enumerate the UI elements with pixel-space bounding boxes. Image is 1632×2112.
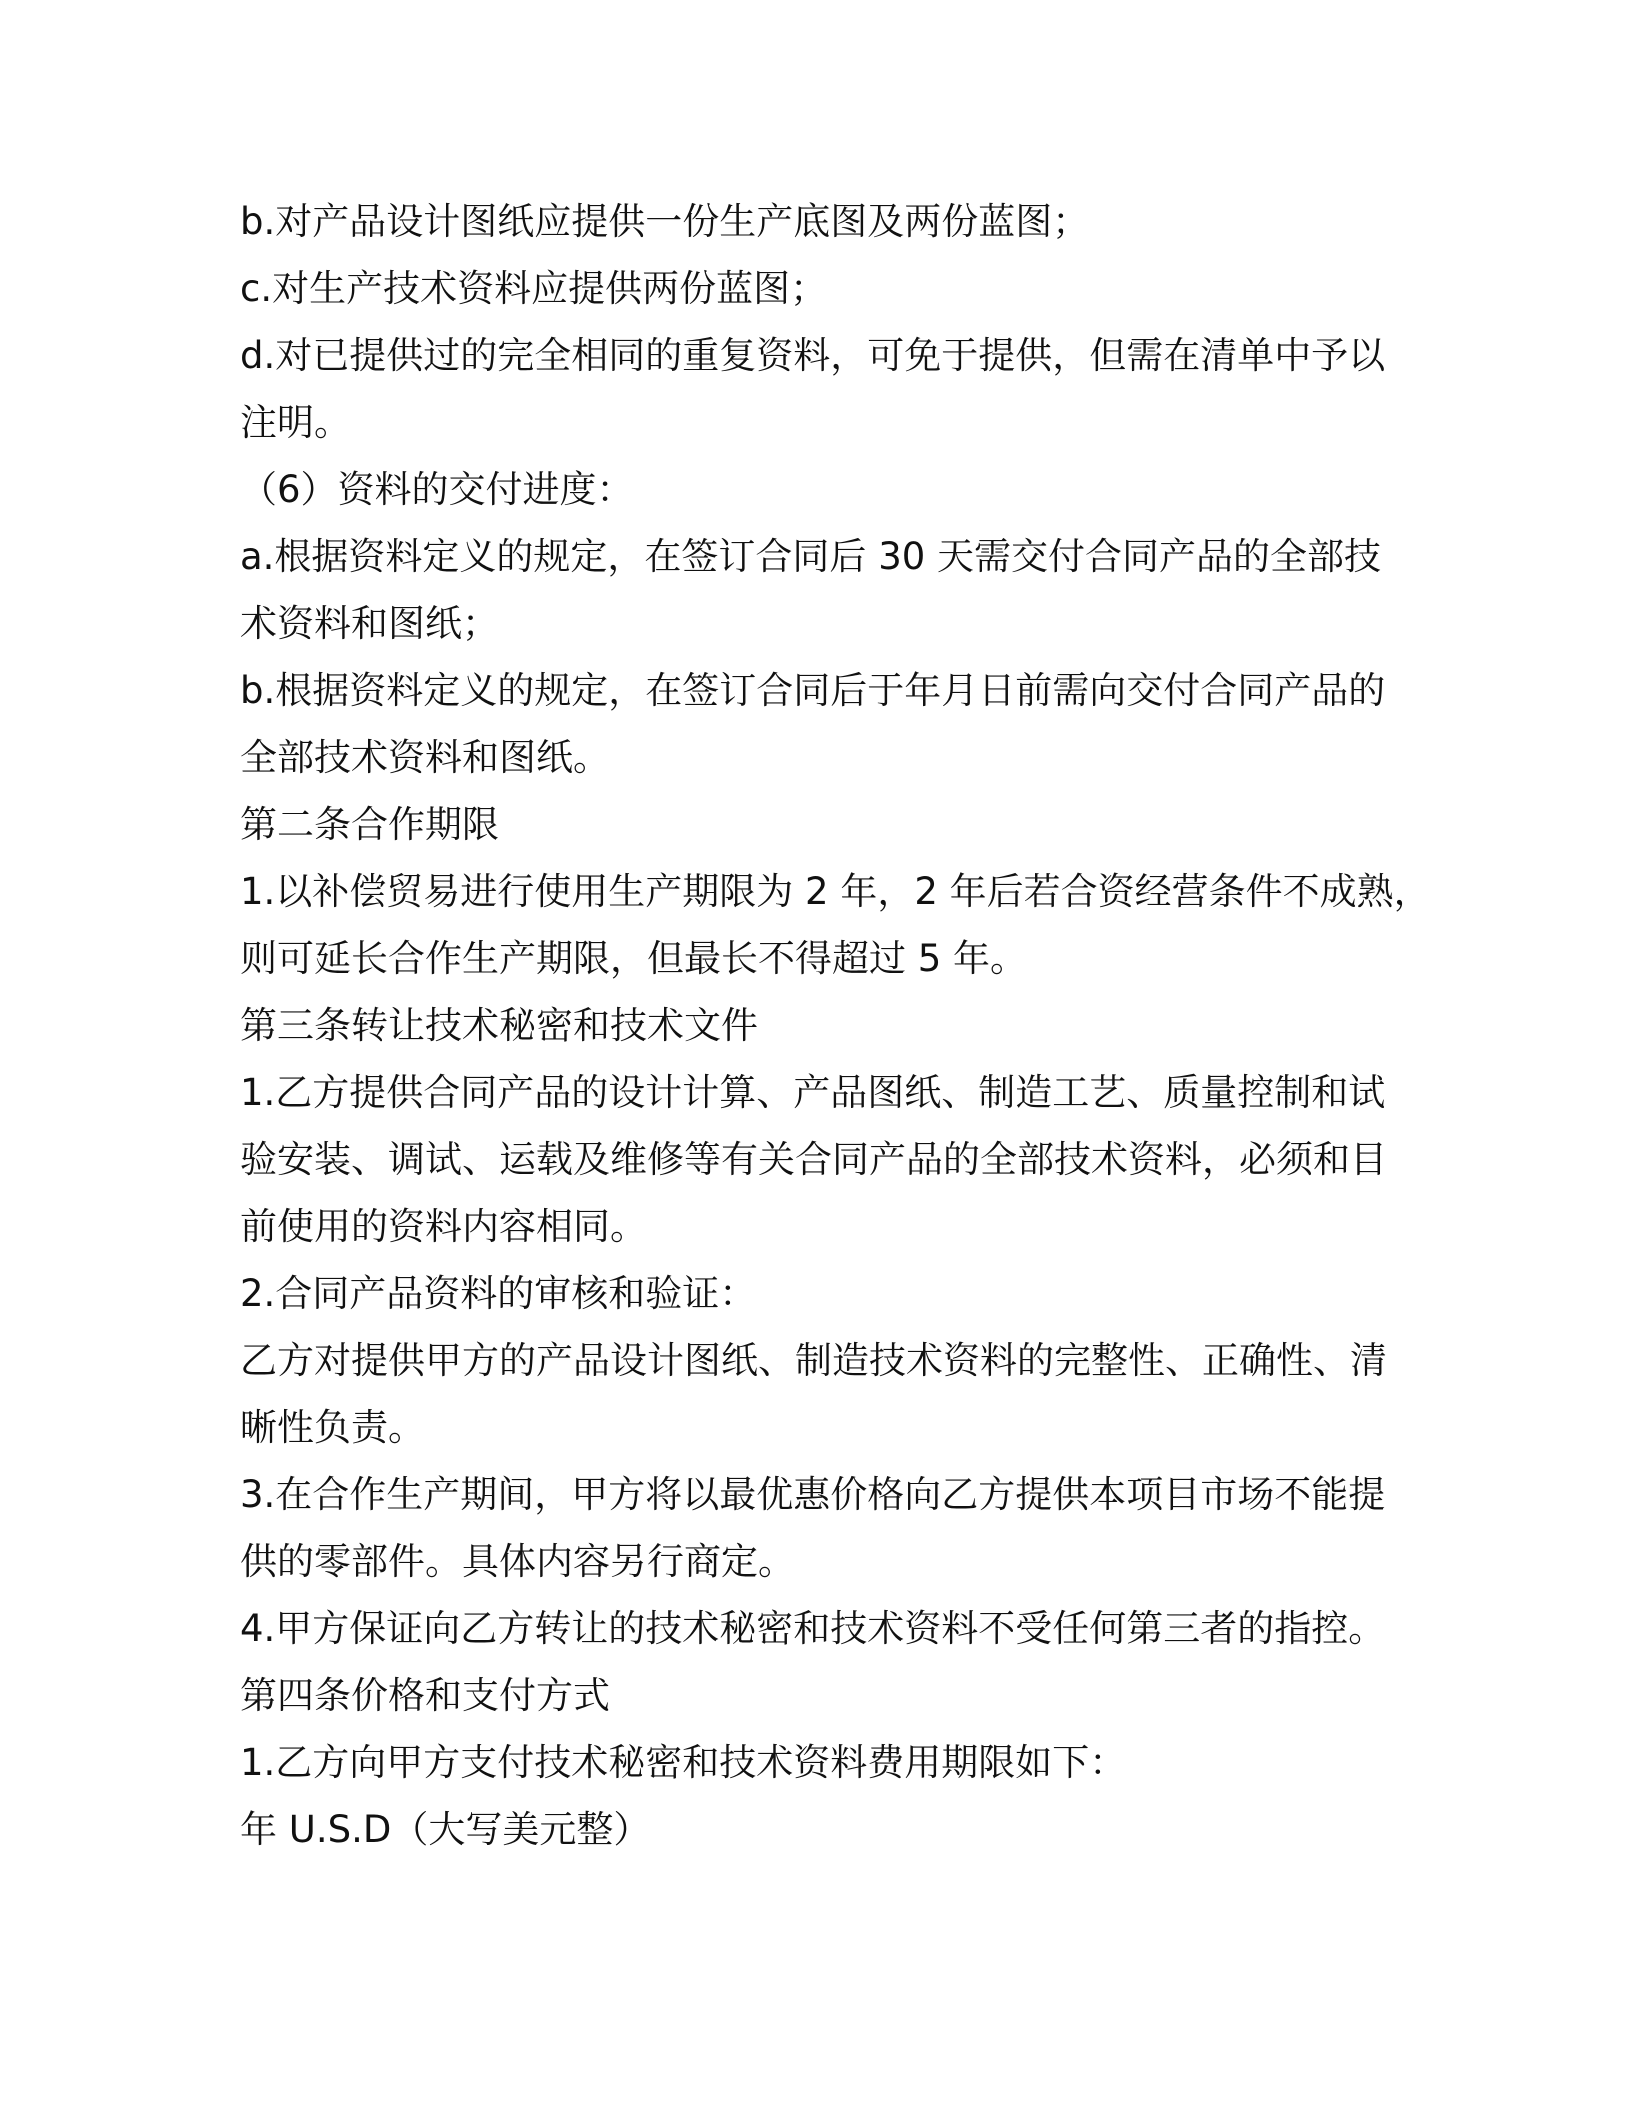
text-line: b.对产品设计图纸应提供一份生产底图及两份蓝图； [240,200,1090,243]
text-line: b.根据资料定义的规定，在签订合同后于年月日前需向交付合同产品的 [240,669,1386,712]
text-line: 全部技术资料和图纸。 [240,736,610,779]
text-line: 1.乙方提供合同产品的设计计算、产品图纸、制造工艺、质量控制和试 [240,1071,1386,1114]
text-line: 2.合同产品资料的审核和验证： [240,1272,757,1315]
text-line: 1.乙方向甲方支付技术秘密和技术资料费用期限如下： [240,1741,1127,1784]
text-line: c.对生产技术资料应提供两份蓝图； [240,267,828,310]
text-line: 验安装、调试、运载及维修等有关合同产品的全部技术资料，必须和目 [240,1138,1387,1181]
text-line: 1.以补偿贸易进行使用生产期限为 2 年，2 年后若合资经营条件不成熟， [240,870,1431,913]
text-line: （6）资料的交付进度： [240,468,634,511]
text-line: 乙方对提供甲方的产品设计图纸、制造技术资料的完整性、正确性、清 [240,1339,1387,1382]
section-heading: 第四条价格和支付方式 [240,1674,610,1717]
text-line: 4.甲方保证向乙方转让的技术秘密和技术资料不受任何第三者的指控。 [240,1607,1386,1650]
text-line: 则可延长合作生产期限，但最长不得超过 5 年。 [240,937,1028,980]
text-line: a.根据资料定义的规定，在签订合同后 30 天需交付合同产品的全部技 [240,535,1382,578]
section-heading: 第三条转让技术秘密和技术文件 [240,1004,758,1047]
text-line: d.对已提供过的完全相同的重复资料，可免于提供，但需在清单中予以 [240,334,1386,377]
text-line: 晰性负责。 [240,1406,425,1449]
document-body [240,188,1431,1863]
text-line: 前使用的资料内容相同。 [240,1205,647,1248]
text-line: 年 U.S.D（大写美元整） [240,1808,651,1851]
text-line: 注明。 [240,401,351,444]
text-line: 3.在合作生产期间，甲方将以最优惠价格向乙方提供本项目市场不能提 [240,1473,1386,1516]
text-line: 术资料和图纸； [240,602,499,645]
text-line: 供的零部件。具体内容另行商定。 [240,1540,795,1583]
section-heading: 第二条合作期限 [240,803,499,846]
